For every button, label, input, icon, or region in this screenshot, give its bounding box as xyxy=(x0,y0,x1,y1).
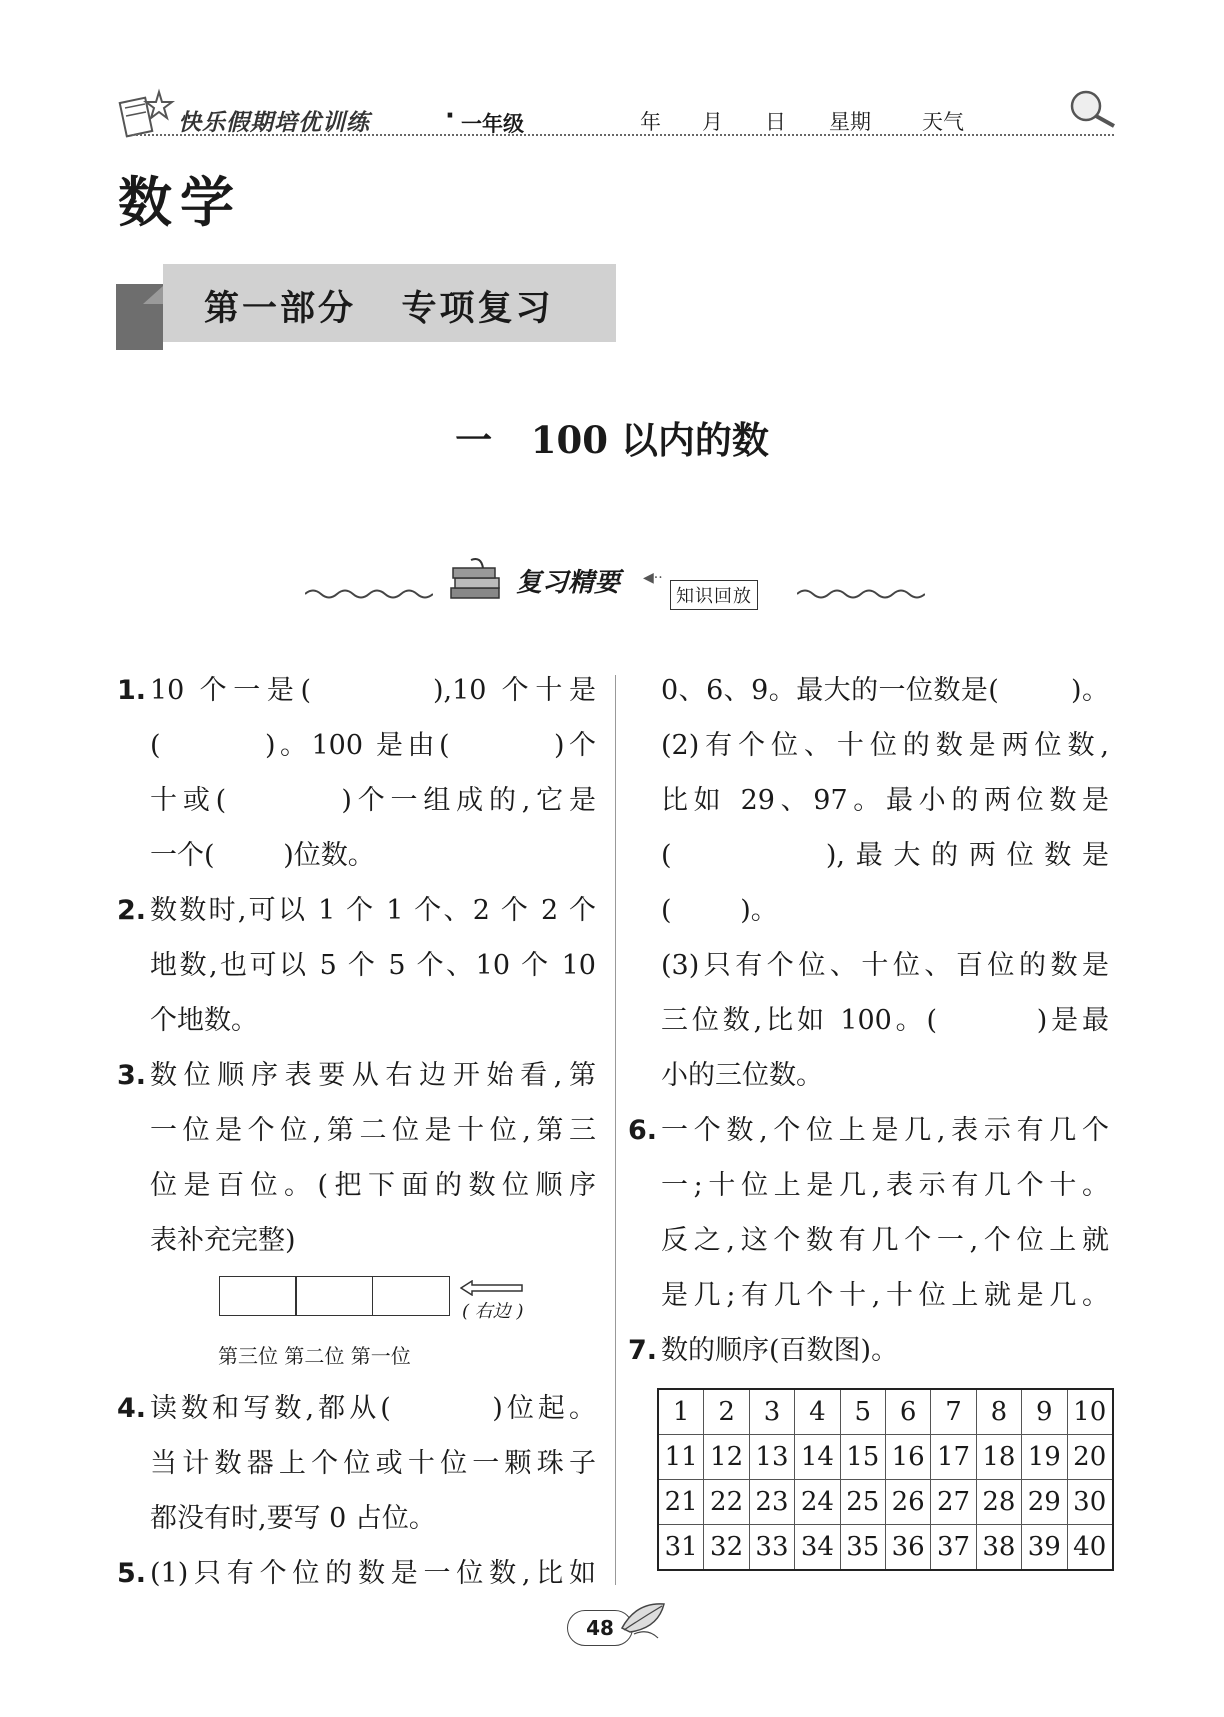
hundred-chart-cell: 29 xyxy=(1022,1480,1067,1525)
hundred-chart-cell: 39 xyxy=(1022,1525,1067,1571)
question-2-line-1: 数数时,可以 1 个 1 个、2 个 2 个 xyxy=(150,895,596,926)
question-1-line-2: ( )。100 是由( )个 xyxy=(150,730,596,761)
question-2-number: 2. xyxy=(117,895,147,926)
hundred-chart-cell: 27 xyxy=(931,1480,976,1525)
hundred-chart-cell: 21 xyxy=(658,1480,704,1525)
leaf-icon xyxy=(618,1598,670,1640)
hundred-chart-cell: 24 xyxy=(795,1480,840,1525)
hundred-chart-cell: 7 xyxy=(931,1389,976,1435)
hundred-chart-cell: 34 xyxy=(795,1525,840,1571)
question-3-line-4: 表补充完整) xyxy=(150,1225,296,1256)
question-5-cont-line-5: ( )。 xyxy=(661,895,778,926)
hundred-chart-cell: 9 xyxy=(1022,1389,1067,1435)
question-5-line-1: (1)只有个位的数是一位数,比如 xyxy=(150,1558,596,1589)
question-4-number: 4. xyxy=(117,1393,147,1424)
part-title: 第一部分 专项复习 xyxy=(204,289,554,329)
series-separator: · xyxy=(445,101,455,131)
arrow-left-icon xyxy=(460,1280,524,1296)
hundred-chart-cell: 23 xyxy=(749,1480,794,1525)
question-5-number: 5. xyxy=(117,1558,147,1589)
question-5-cont-line-8: 小的三位数。 xyxy=(661,1060,823,1091)
question-3-line-3: 位是百位。(把下面的数位顺序 xyxy=(150,1170,596,1201)
question-6-number: 6. xyxy=(628,1115,658,1146)
place-value-column-labels: 第三位 第二位 第一位 xyxy=(218,1344,411,1368)
hundred-chart-cell: 40 xyxy=(1067,1525,1113,1571)
right-side-label: ( 右边 ) xyxy=(462,1301,524,1322)
hundred-chart-cell: 32 xyxy=(704,1525,749,1571)
question-3-number: 3. xyxy=(117,1060,147,1091)
hundred-chart-cell: 16 xyxy=(885,1435,930,1480)
question-6-line-3: 反之,这个数有几个一,个位上就 xyxy=(661,1225,1109,1256)
hundred-chart-cell: 25 xyxy=(840,1480,885,1525)
hundred-chart-cell: 2 xyxy=(704,1389,749,1435)
part-banner xyxy=(116,264,616,350)
hundred-chart-cell: 14 xyxy=(795,1435,840,1480)
question-6-line-4: 是几;有几个十,十位上就是几。 xyxy=(661,1280,1109,1311)
question-4-line-1: 读数和写数,都从( )位起。 xyxy=(150,1393,596,1424)
hundred-chart-cell: 3 xyxy=(749,1389,794,1435)
series-title: 快乐假期培优训练 xyxy=(178,110,370,136)
question-1-line-4: 一个( )位数。 xyxy=(150,840,375,871)
hundred-chart-cell: 4 xyxy=(795,1389,840,1435)
hundred-chart-row xyxy=(658,1389,1113,1435)
subject-title: 数学 xyxy=(118,171,242,234)
question-3-line-1: 数位顺序表要从右边开始看,第 xyxy=(150,1060,596,1091)
hundred-chart-cell: 33 xyxy=(749,1525,794,1571)
question-5-cont-line-2: (2)有个位、十位的数是两位数, xyxy=(661,730,1109,761)
hundred-chart-cell: 11 xyxy=(658,1435,704,1480)
hundred-chart-cell: 19 xyxy=(1022,1435,1067,1480)
grade-label: 一年级 xyxy=(461,112,524,136)
hundred-chart-cell: 20 xyxy=(1067,1435,1113,1480)
place-value-cell-1[interactable] xyxy=(372,1276,450,1316)
hundred-chart-cell: 12 xyxy=(704,1435,749,1480)
review-subtitle: 知识回放 xyxy=(670,580,758,610)
date-field-weekday: 星期 xyxy=(829,110,871,134)
question-5-cont-line-1: 0、6、9。最大的一位数是( )。 xyxy=(661,675,1109,706)
hundred-chart-cell: 13 xyxy=(749,1435,794,1480)
hundred-chart-cell: 37 xyxy=(931,1525,976,1571)
column-divider xyxy=(615,675,616,1585)
hundred-chart-cell: 1 xyxy=(658,1389,704,1435)
question-2-line-3: 个地数。 xyxy=(150,1005,258,1036)
question-1-line-3: 十或( )个一组成的,它是 xyxy=(150,785,596,816)
hundred-chart-cell: 22 xyxy=(704,1480,749,1525)
question-3-line-2: 一位是个位,第二位是十位,第三 xyxy=(150,1115,596,1146)
hundred-chart-cell: 35 xyxy=(840,1525,885,1571)
question-1-number: 1. xyxy=(117,675,147,706)
banner-fold xyxy=(143,286,163,304)
chapter-title: 一 100 以内的数 xyxy=(455,418,769,462)
question-6-line-1: 一个数,个位上是几,表示有几个 xyxy=(661,1115,1109,1146)
date-field-weather: 天气 xyxy=(922,110,964,134)
question-6-line-2: 一;十位上是几,表示有几个十。 xyxy=(661,1170,1109,1201)
magnifier-icon xyxy=(1064,88,1118,128)
question-7-text: 数的顺序(百数图)。 xyxy=(661,1335,899,1366)
books-icon xyxy=(447,558,505,608)
question-5-cont-line-6: (3)只有个位、十位、百位的数是 xyxy=(661,950,1109,981)
hundred-chart-cell: 6 xyxy=(885,1389,930,1435)
hundred-chart-cell: 28 xyxy=(976,1480,1021,1525)
page-number: 48 xyxy=(567,1610,633,1646)
hundred-chart xyxy=(657,1388,1114,1571)
hundred-chart-cell: 38 xyxy=(976,1525,1021,1571)
review-title: 复习精要 xyxy=(516,568,621,598)
hundred-chart-cell: 18 xyxy=(976,1435,1021,1480)
question-1-line-1: 10 个一是( ),10 个十是 xyxy=(150,675,596,706)
hundred-chart-cell: 8 xyxy=(976,1389,1021,1435)
wavy-divider-right xyxy=(797,587,925,601)
question-4-line-3: 都没有时,要写 0 占位。 xyxy=(150,1503,436,1534)
arrow-left-icon: ◀·· xyxy=(643,570,663,586)
question-4-line-2: 当计数器上个位或十位一颗珠子 xyxy=(150,1448,596,1479)
hundred-chart-cell: 17 xyxy=(931,1435,976,1480)
hundred-chart-cell: 31 xyxy=(658,1525,704,1571)
hundred-chart-row xyxy=(658,1435,1113,1480)
question-5-cont-line-3: 比如 29、97。最小的两位数是 xyxy=(661,785,1109,816)
place-value-cell-3[interactable] xyxy=(219,1276,297,1316)
hundred-chart-cell: 15 xyxy=(840,1435,885,1480)
date-field-month: 月 xyxy=(702,110,723,134)
header-divider xyxy=(132,134,1114,136)
hundred-chart-row xyxy=(658,1525,1113,1571)
question-2-line-2: 地数,也可以 5 个 5 个、10 个 10 xyxy=(150,950,596,981)
date-field-day: 日 xyxy=(765,110,786,134)
hundred-chart-row xyxy=(658,1480,1113,1525)
wavy-divider-left xyxy=(305,587,433,601)
hundred-chart-cell: 30 xyxy=(1067,1480,1113,1525)
question-5-cont-line-4: ( ),最大的两位数是 xyxy=(661,840,1109,871)
hundred-chart-cell: 26 xyxy=(885,1480,930,1525)
date-field-year: 年 xyxy=(640,110,661,134)
place-value-cell-2[interactable] xyxy=(295,1276,373,1316)
question-5-cont-line-7: 三位数,比如 100。( )是最 xyxy=(661,1005,1109,1036)
place-value-table xyxy=(220,1276,450,1316)
hundred-chart-cell: 36 xyxy=(885,1525,930,1571)
question-7-number: 7. xyxy=(628,1335,658,1366)
hundred-chart-cell: 10 xyxy=(1067,1389,1113,1435)
hundred-chart-cell: 5 xyxy=(840,1389,885,1435)
